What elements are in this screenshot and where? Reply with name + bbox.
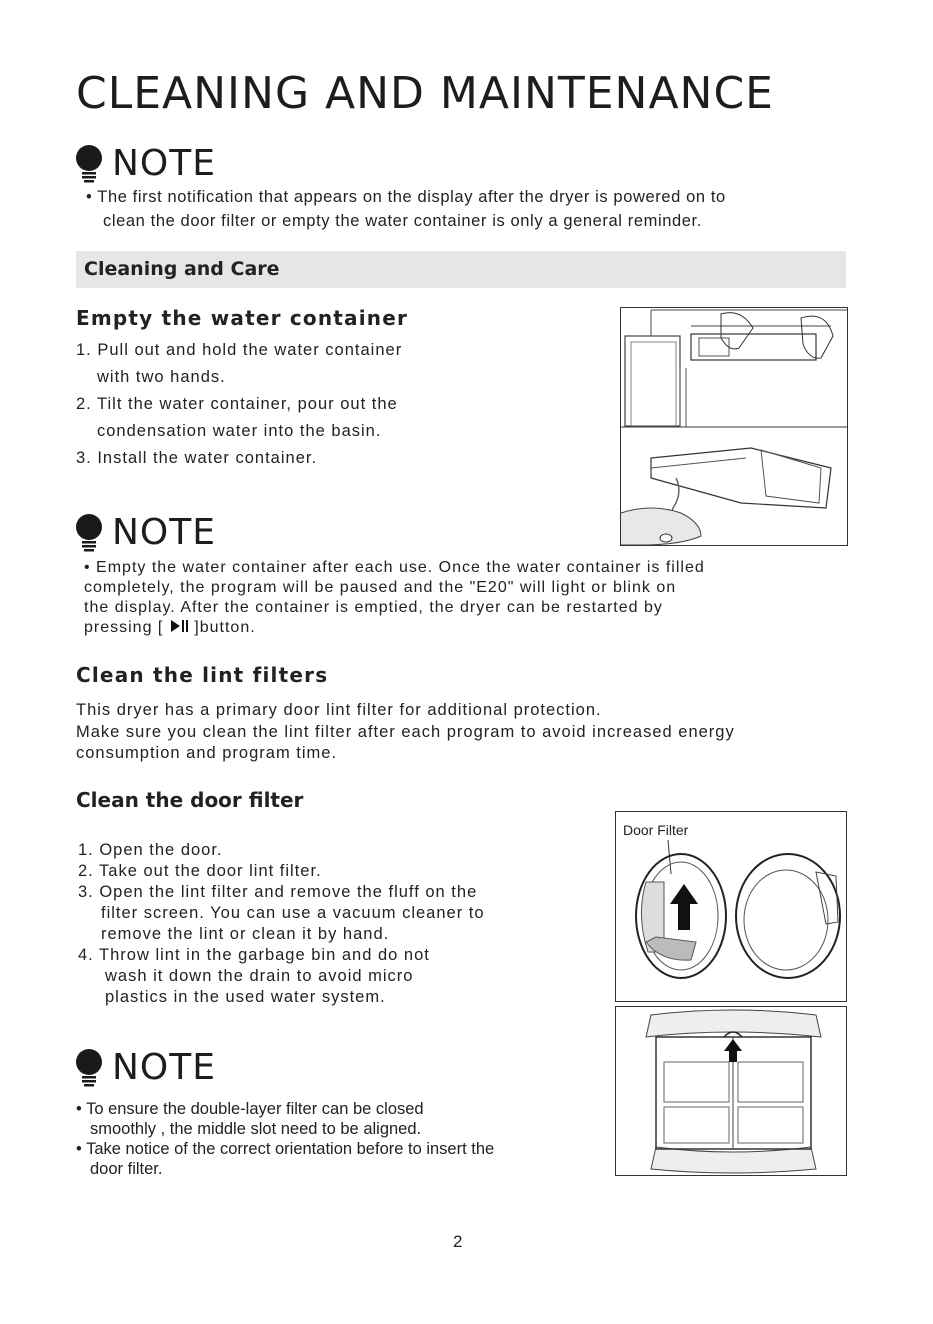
step-line: with two hands. — [97, 368, 226, 386]
note-line: completely, the program will be paused and the "E20" will light or blink on — [84, 579, 677, 596]
section-heading-door: Clean the door filter — [76, 788, 304, 812]
lint-filter-illustration — [616, 1007, 846, 1175]
note-heading — [74, 143, 216, 184]
note-line: door filter. — [90, 1160, 163, 1178]
note-text — [84, 558, 705, 638]
note-line-end: ]button. — [194, 619, 256, 636]
page-title: CLEANING AND MAINTENANCE — [76, 68, 774, 119]
lint-line: Make sure you clean the lint filter after each program to avoid increased energy — [76, 722, 735, 741]
door-filter-figure — [615, 811, 847, 1002]
lint-filter-figure — [615, 1006, 847, 1176]
note-label: NOTE — [112, 1047, 217, 1088]
step-line: wash it down the drain to avoid micro — [105, 967, 414, 985]
figure-label: Door Filter — [623, 822, 689, 838]
play-pause-icon — [169, 619, 189, 633]
note-heading — [74, 1047, 216, 1088]
section-heading-water: Empty the water container — [76, 306, 409, 330]
note-heading — [74, 512, 216, 553]
step-line: 3. Open the lint filter and remove the fluff on the — [78, 883, 478, 901]
section-bar — [76, 251, 846, 288]
lightbulb-icon — [74, 514, 104, 552]
note-line: the display. After the container is emptied, the dryer can be restarted by — [84, 599, 663, 616]
note-text — [76, 1099, 494, 1179]
step-line: 1. Open the door. — [78, 841, 223, 859]
note-line: • To ensure the double-layer filter can be closed — [76, 1100, 424, 1118]
lightbulb-icon — [74, 1049, 104, 1087]
lint-paragraph — [76, 700, 735, 765]
section-heading-lint: Clean the lint filters — [76, 663, 329, 687]
step-line: 3. Install the water container. — [76, 449, 318, 467]
note-line: • The first notification that appears on the display after the dryer is powered on to — [86, 188, 726, 206]
note-line: • Take notice of the correct orientation before to insert the — [76, 1140, 495, 1158]
note-label: NOTE — [112, 143, 217, 184]
step-line: plastics in the used water system. — [105, 988, 386, 1006]
water-steps — [76, 337, 402, 472]
note-line-start: pressing [ — [84, 619, 164, 636]
door-steps — [78, 840, 485, 1008]
step-line: 2. Take out the door lint filter. — [78, 862, 322, 880]
step-line: condensation water into the basin. — [97, 422, 382, 440]
lint-line: consumption and program time. — [76, 744, 338, 762]
note-line — [84, 618, 705, 638]
lint-line: This dryer has a primary door lint filter for additional protection. — [76, 701, 602, 719]
water-container-illustration — [621, 308, 847, 545]
step-line: 2. Tilt the water container, pour out the — [76, 395, 398, 413]
step-line: filter screen. You can use a vacuum cleaner to — [101, 904, 485, 922]
door-filter-illustration — [616, 812, 846, 1001]
note-label: NOTE — [112, 512, 217, 553]
lightbulb-icon — [74, 145, 104, 183]
note-line: smoothly , the middle slot need to be aligned. — [90, 1120, 422, 1138]
step-line: remove the lint or clean it by hand. — [101, 925, 390, 943]
step-line: 1. Pull out and hold the water container — [76, 341, 403, 359]
section-bar-label: Cleaning and Care — [84, 258, 280, 280]
note-line: • Empty the water container after each use. Once the water container is filled — [84, 559, 705, 576]
page-number: 2 — [453, 1232, 463, 1251]
note-text — [86, 185, 846, 233]
note-line: clean the door filter or empty the water container is only a general reminder. — [103, 212, 702, 230]
water-container-figure — [620, 307, 848, 546]
step-line: 4. Throw lint in the garbage bin and do not — [78, 946, 430, 964]
